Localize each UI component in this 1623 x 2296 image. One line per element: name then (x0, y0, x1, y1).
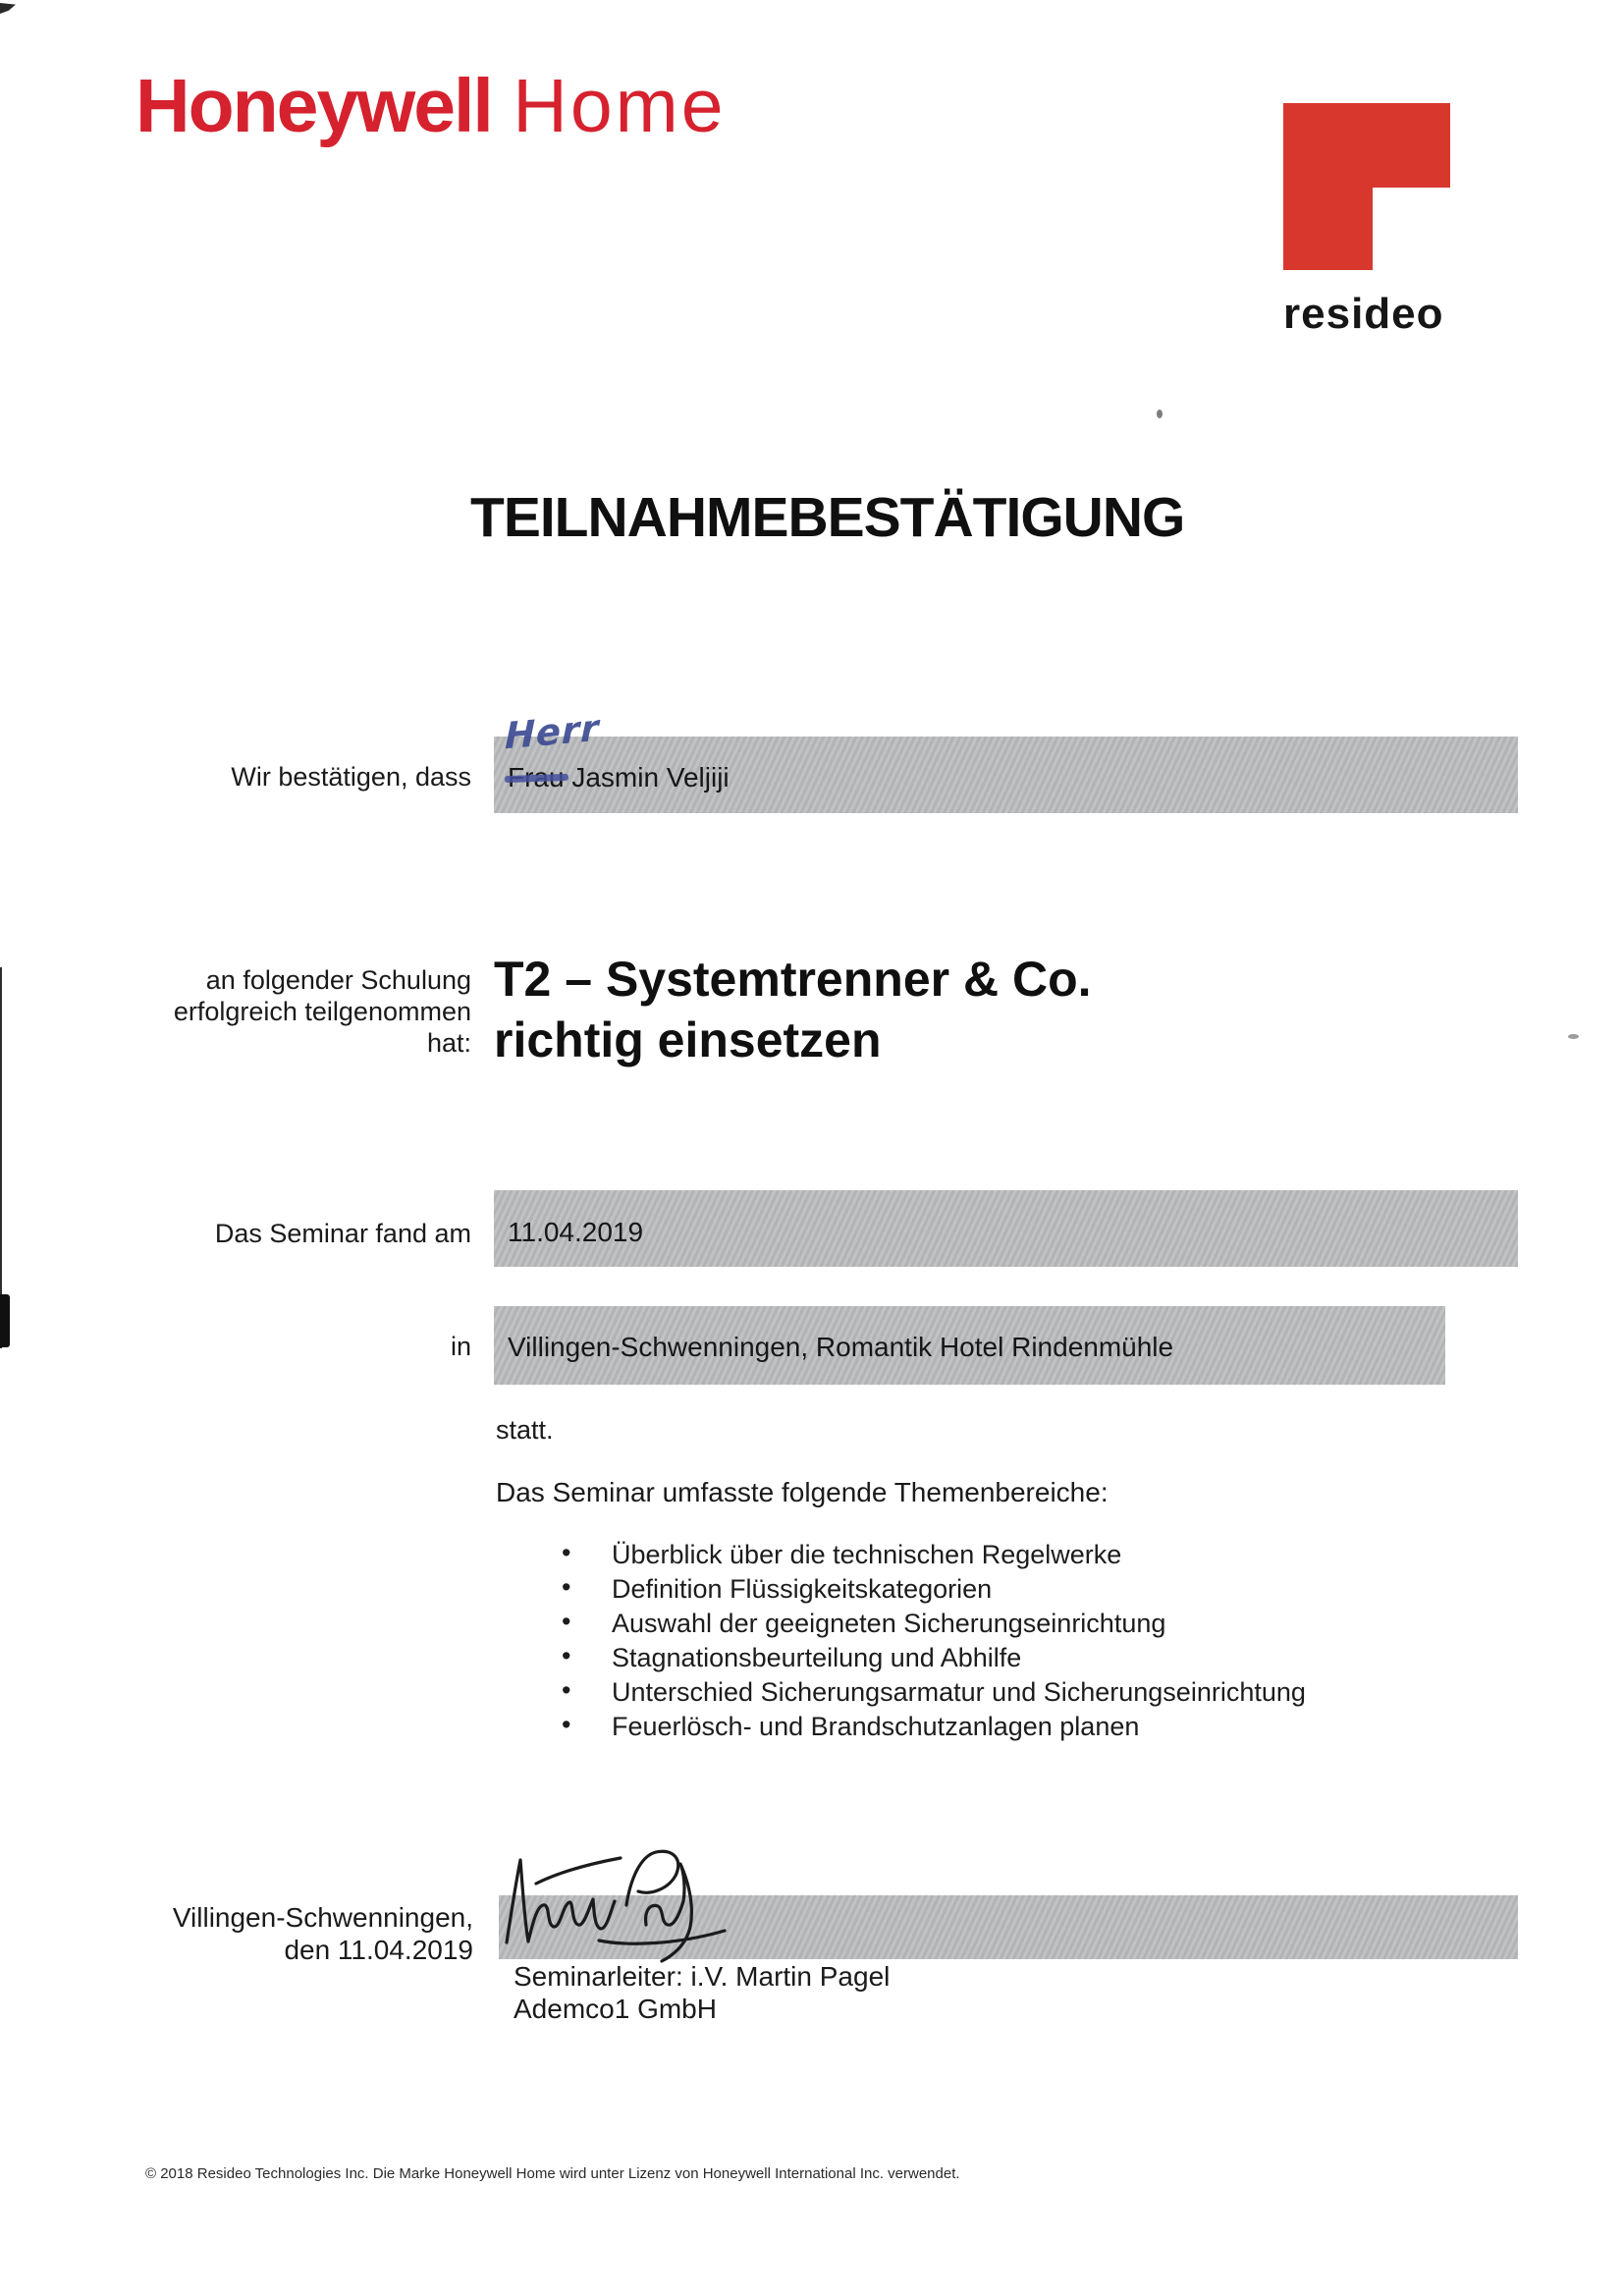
course-title-line2: richtig einsetzen (494, 1012, 882, 1067)
topic-text: Auswahl der geeigneten Sicherungseinrichtung (612, 1609, 1166, 1638)
honeywell-home-logo (135, 64, 727, 148)
topic-item (550, 1538, 1306, 1569)
course-label-line3: hat: (426, 1028, 471, 1058)
course-title-line1: T2 – Systemtrenner & Co. (494, 952, 1092, 1007)
course-label-line2: erfolgreich teilgenommen (173, 997, 471, 1026)
scan-edge-blob (0, 1294, 10, 1347)
topics-list (550, 1538, 1306, 1747)
topic-item (550, 1641, 1306, 1672)
topic-item (550, 1675, 1306, 1707)
course-title (494, 949, 1092, 1070)
company-name: Ademco1 GmbH (514, 1994, 717, 2024)
resideo-square-stem (1283, 103, 1373, 270)
signoff-leader-block (514, 1960, 890, 2025)
handwritten-salutation: Herr (504, 706, 600, 758)
statt-text: statt. (496, 1415, 554, 1445)
scan-edge-line (0, 967, 2, 1348)
bullet-icon: • (562, 1710, 571, 1739)
seminar-location-label: in (450, 1332, 471, 1361)
scan-speck (1568, 1034, 1579, 1039)
bullet-icon: • (562, 1675, 571, 1705)
bullet-icon: • (562, 1538, 571, 1567)
handwritten-signature (501, 1846, 748, 1964)
seminar-date-value: 11.04.2019 (508, 1217, 644, 1247)
seminar-date-label: Das Seminar fand am (214, 1219, 471, 1248)
participant-name: Jasmin Veljiji (571, 762, 730, 793)
bullet-icon: • (562, 1572, 571, 1602)
copyright-footer: © 2018 Resideo Technologies Inc. Die Marke Honeywell Home wird unter Lizenz von Honeywell International Inc. verwendet. (145, 2165, 960, 2182)
honeywell-wordmark: Honeywell (135, 64, 492, 148)
signoff-place: Villingen-Schwenningen, (172, 1902, 473, 1933)
topic-text: Feuerlösch- und Brandschutzanlagen planen (612, 1712, 1140, 1741)
resideo-logo (1283, 103, 1456, 339)
topic-text: Überblick über die technischen Regelwerke (612, 1540, 1122, 1569)
resideo-wordmark: resideo (1283, 290, 1444, 338)
course-label (147, 964, 471, 1059)
topic-item (550, 1607, 1306, 1638)
participant-name-text (508, 762, 730, 793)
resideo-square-icon (1283, 103, 1450, 270)
scan-corner-mark (0, 3, 16, 14)
bullet-icon: • (562, 1641, 571, 1670)
confirmation-label: Wir bestätigen, dass (231, 762, 471, 792)
topic-text: Stagnationsbeurteilung und Abhilfe (612, 1643, 1022, 1672)
seminar-leader: Seminarleiter: i.V. Martin Pagel (514, 1961, 891, 1992)
topic-item (550, 1572, 1306, 1604)
signoff-place-date (147, 1901, 473, 1966)
seminar-location-field (494, 1306, 1445, 1385)
topic-text: Definition Flüssigkeitskategorien (612, 1574, 993, 1604)
participant-name-field (494, 737, 1518, 813)
page-title: TEILNAHMEBESTÄTIGUNG (470, 486, 1185, 549)
scan-speck (1157, 410, 1163, 418)
topic-item (550, 1710, 1306, 1741)
home-wordmark: Home (513, 64, 727, 148)
seminar-location-value: Villingen-Schwenningen, Romantik Hotel Rindenmühle (508, 1332, 1174, 1362)
bullet-icon: • (562, 1607, 571, 1636)
struck-salutation (508, 762, 565, 793)
signoff-date: den 11.04.2019 (284, 1935, 473, 1965)
seminar-date-field (494, 1190, 1518, 1267)
course-label-line1: an folgender Schulung (205, 965, 471, 995)
topics-heading: Das Seminar umfasste folgende Themenbereiche: (496, 1477, 1109, 1507)
topic-text: Unterschied Sicherungsarmatur und Sicherungseinrichtung (612, 1677, 1306, 1707)
